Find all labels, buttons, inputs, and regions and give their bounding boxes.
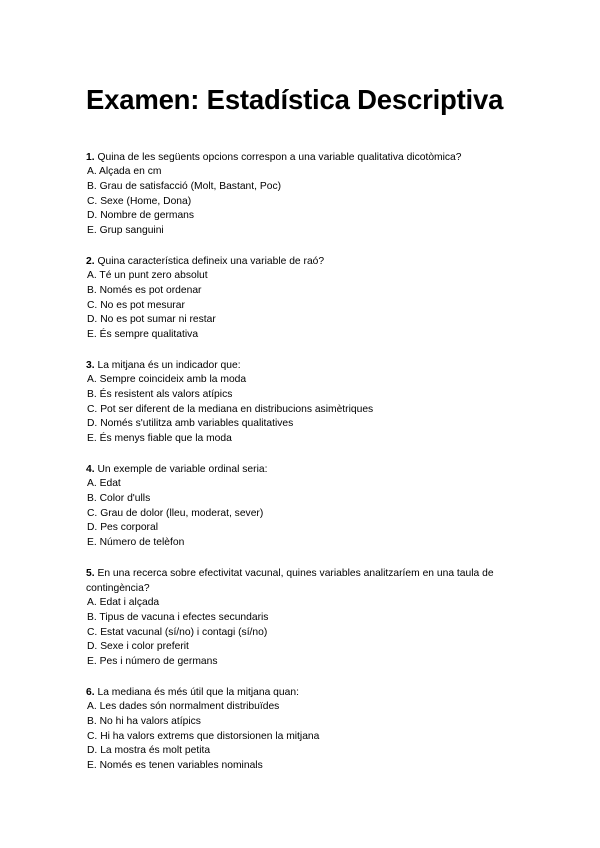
option-text: Estat vacunal (sí/no) i contagi (sí/no) bbox=[100, 626, 268, 638]
option-letter: D. bbox=[87, 210, 98, 222]
option-letter: C. bbox=[87, 626, 98, 638]
answer-option[interactable] bbox=[86, 477, 526, 492]
question-1 bbox=[86, 150, 526, 239]
option-letter: B. bbox=[87, 180, 97, 192]
option-letter: C. bbox=[87, 195, 98, 207]
answer-options bbox=[86, 477, 526, 551]
question-text: Un exemple de variable ordinal seria: bbox=[97, 463, 268, 475]
option-text: Color d'ulls bbox=[99, 492, 151, 504]
option-text: Grup sanguini bbox=[99, 225, 164, 237]
option-letter: A. bbox=[87, 373, 97, 385]
option-letter: D. bbox=[87, 641, 98, 653]
option-letter: C. bbox=[87, 299, 98, 311]
question-text: La mitjana és un indicador que: bbox=[97, 359, 241, 371]
answer-option[interactable] bbox=[86, 596, 526, 611]
answer-options bbox=[86, 596, 526, 670]
option-letter: B. bbox=[87, 611, 97, 623]
answer-option[interactable] bbox=[86, 611, 526, 626]
answer-option[interactable] bbox=[86, 388, 526, 403]
question-number: 5. bbox=[86, 567, 95, 579]
answer-option[interactable] bbox=[86, 195, 526, 210]
answer-option[interactable] bbox=[86, 655, 526, 670]
option-text: No hi ha valors atípics bbox=[99, 715, 201, 727]
answer-option[interactable] bbox=[86, 492, 526, 507]
exam-title: Examen: Estadística Descriptiva bbox=[86, 84, 504, 115]
option-text: Les dades són normalment distribuïdes bbox=[99, 700, 280, 712]
answer-option[interactable] bbox=[86, 700, 526, 715]
answer-option[interactable] bbox=[86, 403, 526, 418]
question-2 bbox=[86, 254, 526, 343]
option-letter: A. bbox=[87, 166, 97, 177]
answer-option[interactable] bbox=[86, 180, 526, 195]
option-letter: E. bbox=[87, 760, 97, 772]
option-text: Sempre coincideix amb la moda bbox=[99, 373, 247, 385]
answer-option[interactable] bbox=[86, 224, 526, 239]
option-letter: D. bbox=[87, 418, 98, 430]
option-letter: E. bbox=[87, 656, 97, 668]
option-text: Edat i alçada bbox=[99, 596, 160, 608]
answer-options bbox=[86, 373, 526, 447]
option-text: Hi ha valors extrems que distorsionen la mitjana bbox=[100, 730, 320, 742]
answer-option[interactable] bbox=[86, 759, 526, 774]
question-stem bbox=[86, 566, 526, 596]
option-letter: B. bbox=[87, 715, 97, 727]
question-list bbox=[86, 150, 526, 789]
option-letter: E. bbox=[87, 537, 97, 549]
option-text: Tipus de vacuna i efectes secundaris bbox=[99, 611, 269, 623]
answer-option[interactable] bbox=[86, 744, 526, 759]
option-text: És resistent als valors atípics bbox=[99, 388, 233, 400]
question-4 bbox=[86, 462, 526, 551]
answer-option[interactable] bbox=[86, 626, 526, 641]
option-text: Nombre de germans bbox=[100, 210, 195, 222]
option-text: És menys fiable que la moda bbox=[99, 433, 232, 445]
question-stem bbox=[86, 685, 526, 700]
option-text: Pes corporal bbox=[100, 522, 158, 534]
answer-options bbox=[86, 700, 526, 774]
answer-option[interactable] bbox=[86, 730, 526, 745]
question-number: 3. bbox=[86, 359, 95, 371]
question-3 bbox=[86, 358, 526, 447]
answer-option[interactable] bbox=[86, 209, 526, 224]
answer-options bbox=[86, 269, 526, 343]
question-stem bbox=[86, 254, 526, 269]
answer-option[interactable] bbox=[86, 284, 526, 299]
option-text: Grau de satisfacció (Molt, Bastant, Poc) bbox=[99, 180, 282, 192]
question-stem bbox=[86, 150, 526, 165]
option-letter: A. bbox=[87, 477, 97, 489]
answer-option[interactable] bbox=[86, 328, 526, 343]
option-text: Edat bbox=[99, 477, 121, 489]
answer-option[interactable] bbox=[86, 640, 526, 655]
question-text: En una recerca sobre efectivitat vacunal, quines variables analitzaríem en una taula de contingència? bbox=[86, 567, 494, 594]
option-letter: B. bbox=[87, 388, 97, 400]
option-text: Pes i número de germans bbox=[99, 656, 218, 668]
option-text: Té un punt zero absolut bbox=[99, 269, 208, 281]
option-letter: D. bbox=[87, 314, 98, 326]
answer-option[interactable] bbox=[86, 299, 526, 314]
question-number: 6. bbox=[86, 686, 95, 698]
answer-option[interactable] bbox=[86, 165, 526, 180]
answer-option[interactable] bbox=[86, 269, 526, 284]
option-text: No es pot mesurar bbox=[100, 299, 185, 311]
option-letter: C. bbox=[87, 507, 98, 519]
option-letter: E. bbox=[87, 225, 97, 237]
option-text: És sempre qualitativa bbox=[99, 329, 199, 341]
option-text: Sexe (Home, Dona) bbox=[100, 195, 192, 207]
option-text: Pot ser diferent de la mediana en distribucions asimètriques bbox=[100, 403, 374, 415]
answer-option[interactable] bbox=[86, 432, 526, 447]
question-stem bbox=[86, 358, 526, 373]
option-letter: D. bbox=[87, 522, 98, 534]
answer-option[interactable] bbox=[86, 313, 526, 328]
option-letter: A. bbox=[87, 700, 97, 712]
option-letter: C. bbox=[87, 403, 98, 415]
question-number: 4. bbox=[86, 463, 95, 475]
option-text: Alçada en cm bbox=[99, 166, 162, 177]
option-text: Grau de dolor (lleu, moderat, sever) bbox=[100, 507, 264, 519]
option-letter: B. bbox=[87, 492, 97, 504]
option-text: Número de telèfon bbox=[99, 537, 185, 549]
option-text: Només es pot ordenar bbox=[99, 284, 202, 296]
question-stem bbox=[86, 462, 526, 477]
option-letter: A. bbox=[87, 596, 97, 608]
question-number: 2. bbox=[86, 255, 95, 267]
question-6 bbox=[86, 685, 526, 774]
option-letter: B. bbox=[87, 284, 97, 296]
answer-options bbox=[86, 165, 526, 239]
option-letter: E. bbox=[87, 433, 97, 445]
option-text: Només s'utilitza amb variables qualitatives bbox=[100, 418, 294, 430]
option-text: Només es tenen variables nominals bbox=[99, 760, 263, 772]
question-text: La mediana és més útil que la mitjana quan: bbox=[97, 686, 299, 698]
option-text: No es pot sumar ni restar bbox=[100, 314, 216, 326]
option-letter: E. bbox=[87, 329, 97, 341]
answer-option[interactable] bbox=[86, 715, 526, 730]
option-letter: A. bbox=[87, 269, 97, 281]
question-5 bbox=[86, 566, 526, 670]
option-text: Sexe i color preferit bbox=[100, 641, 189, 653]
answer-option[interactable] bbox=[86, 536, 526, 551]
question-text: Quina característica defineix una variable de raó? bbox=[97, 255, 325, 267]
answer-option[interactable] bbox=[86, 521, 526, 536]
question-text: Quina de les següents opcions correspon a una variable qualitativa dicotòmica? bbox=[97, 152, 462, 163]
option-letter: C. bbox=[87, 730, 98, 742]
question-number: 1. bbox=[86, 152, 95, 163]
answer-option[interactable] bbox=[86, 417, 526, 432]
answer-option[interactable] bbox=[86, 507, 526, 522]
option-text: La mostra és molt petita bbox=[100, 745, 211, 757]
option-letter: D. bbox=[87, 745, 98, 757]
answer-option[interactable] bbox=[86, 373, 526, 388]
